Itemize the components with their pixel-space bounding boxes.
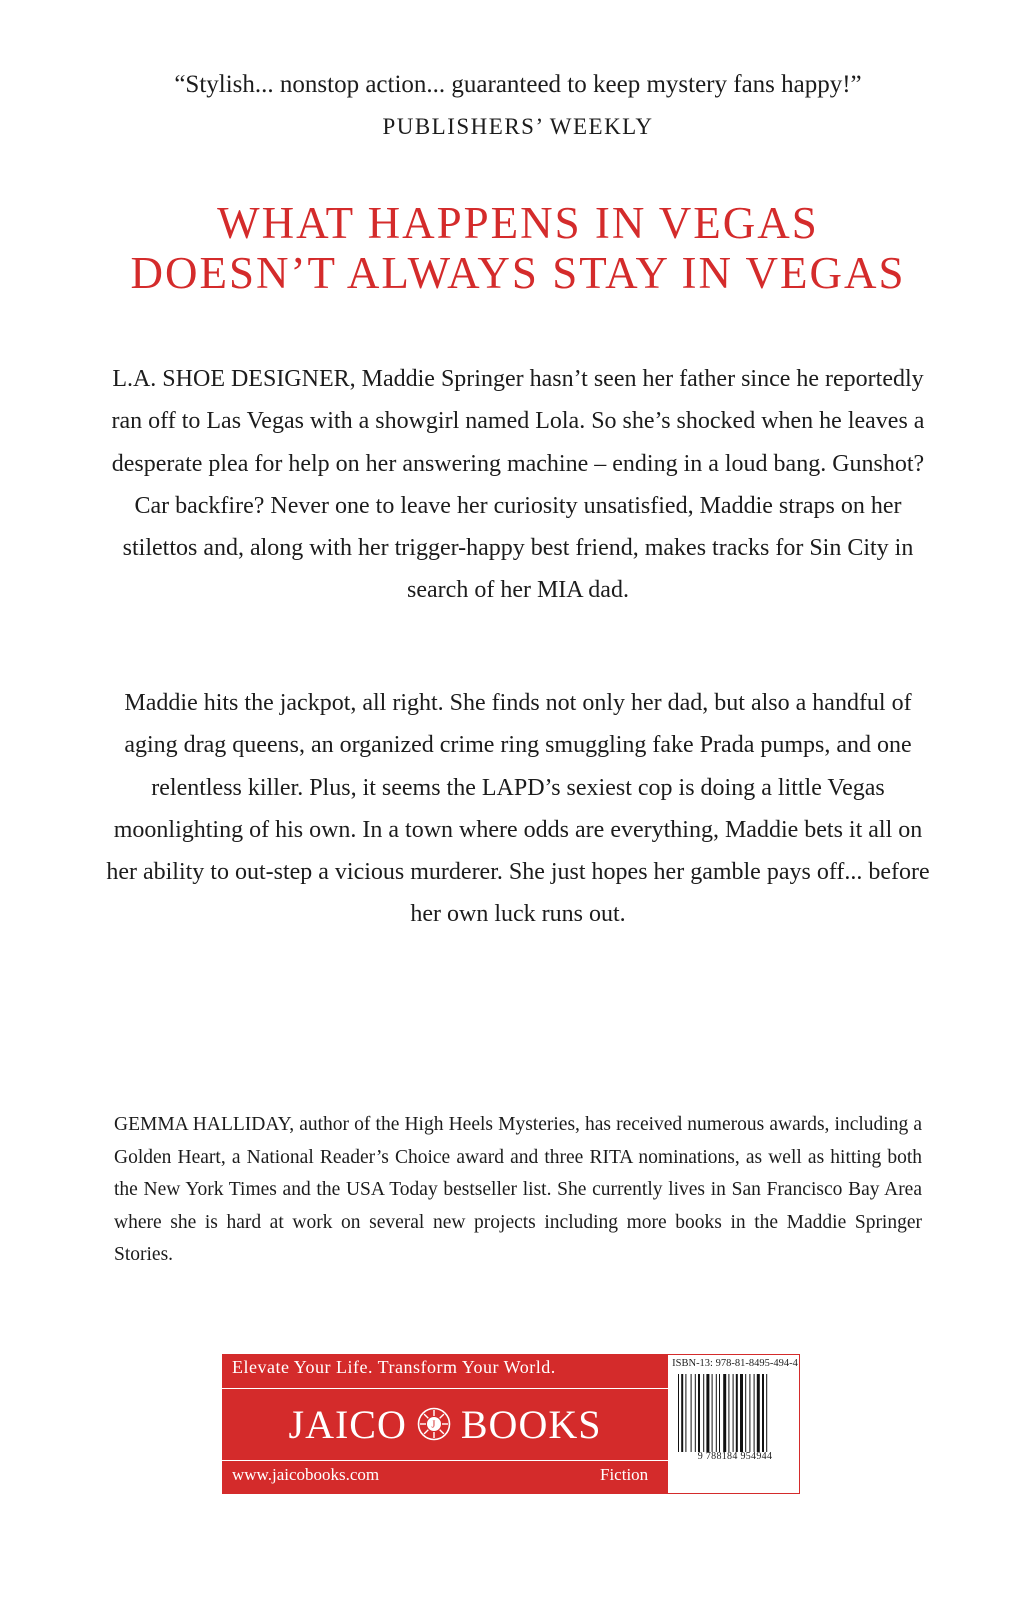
publisher-website: www.jaicobooks.com xyxy=(232,1465,380,1484)
author-bio: GEMMA HALLIDAY, author of the High Heels Mysteries, has received numerous awards, including a Golden Heart, a National Reader’s Choice award and three RITA nominations, as well as hitting both the New York Times and the USA Today bestseller list. She currently lives in San Francisco Bay Area where she is hard at work on several new projects including more books in the Maddie Springer Stories. xyxy=(114,1114,922,1265)
review-quote: “Stylish... nonstop action... guaranteed to keep mystery fans happy!” xyxy=(174,71,862,98)
publisher-logo xyxy=(222,1398,668,1450)
publisher-name-left: JAICO xyxy=(288,1401,407,1447)
genre-label: Fiction xyxy=(600,1465,649,1484)
publisher-divider-bottom xyxy=(222,1460,668,1461)
barcode-digits: 9 788184 954944 xyxy=(697,1451,773,1462)
jaico-sun-logo-icon xyxy=(417,1407,451,1441)
publisher-name-right: BOOKS xyxy=(460,1401,602,1447)
isbn-label: ISBN-13: 978-81-8495-494-4 xyxy=(672,1358,798,1369)
blurb-paragraph-1: L.A. SHOE DESIGNER, Maddie Springer hasn’t seen her father since he reportedly ran off to Las Vegas with a showgirl named Lola. So she’s shocked when he leaves a desperate plea for help on her answering machine – ending in a loud bang. Gunshot? Car backfire? Never one to leave her curiosity unsatisfied, Maddie straps on her stilettos and, along with her trigger-happy best friend, makes tracks for Sin City in search of her MIA dad. xyxy=(111,366,925,604)
headline-line-1: WHAT HAPPENS IN VEGAS xyxy=(217,198,819,248)
svg-text:J: J xyxy=(431,1419,437,1431)
headline-line-2: DOESN’T ALWAYS STAY IN VEGAS xyxy=(130,248,906,298)
publisher-tagline: Elevate Your Life. Transform Your World. xyxy=(232,1357,556,1377)
blurb-paragraph-2: Maddie hits the jackpot, all right. She finds not only her dad, but also a handful of aging drag queens, an organized crime ring smuggling fake Prada pumps, and one relentless killer. Plus, it seems the LAPD’s sexiest cop is doing a little Vegas moonlighting of his own. In a town where odds are everything, Maddie bets it all on her ability to out-step a vicious murderer. She just hopes her gamble pays off... before her own luck runs out. xyxy=(106,690,930,928)
publisher-divider-top xyxy=(222,1388,668,1389)
headline xyxy=(0,198,1036,298)
review-source: PUBLISHERS’ WEEKLY xyxy=(382,114,654,139)
barcode-icon xyxy=(676,1374,786,1452)
